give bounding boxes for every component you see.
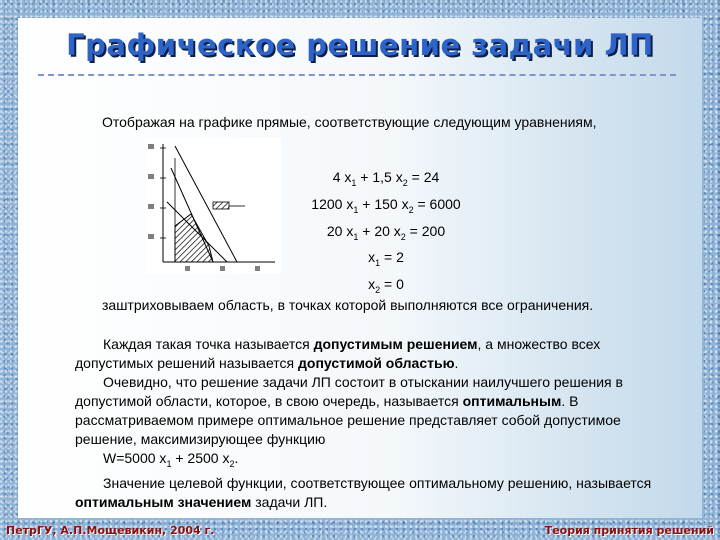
equation-3: 20 $x_1 + 20$ $x_2 = 200$ <box>326 222 446 242</box>
title-underline <box>38 74 676 78</box>
equation-2: 1200 $x_1 + 150$ $x_2 = 6000$ <box>311 195 461 215</box>
feasible-region <box>175 214 213 262</box>
paragraph-optimal-value: Значение целевой функции, соответствующее оптимальному решению, называется оптимальным значением задачи ЛП. <box>75 474 652 510</box>
equation-list <box>286 167 486 301</box>
footer-course: Теория принятия решений <box>544 524 714 537</box>
footer-author: ПетрГУ, А.П.Мощевикин, 2004 г. <box>6 524 215 537</box>
body-text <box>75 335 680 512</box>
lp-graph-drawing <box>145 138 281 274</box>
paragraph-feasible: Каждая такая точка называется допустимым решением, а множество всех допустимых решений называется допустимой областью. <box>75 336 601 371</box>
slide-title: Графическое решение задачи ЛП <box>66 28 654 62</box>
equation-4: $x_1 = 2$ <box>368 249 404 269</box>
objective-function: W=5000 $x_1 + 2500$ $x_2$. <box>103 450 239 469</box>
equation-5: $x_2 = 0$ <box>368 276 404 295</box>
hatch-text: заштриховываем область, в точках которой выполняются все ограничения. <box>102 297 594 313</box>
lp-graph-image <box>145 138 281 274</box>
equation-1: 4 $x_1 + 1,5$ $x_2 = 24$ <box>332 169 440 188</box>
intro-text: Отображая на графике прямые, соответствующие следующим уравнениям, <box>102 114 597 130</box>
paragraph-optimal: Очевидно, что решение задачи ЛП состоит в отыскании наилучшего решения в допустимой области, которое, в свою очередь, называется оптимальным. В рассматриваемом примере оптимальное решение представляет собой допустимое решение, максимизирующее функцию <box>75 374 623 447</box>
graph-legend-box <box>213 202 229 209</box>
